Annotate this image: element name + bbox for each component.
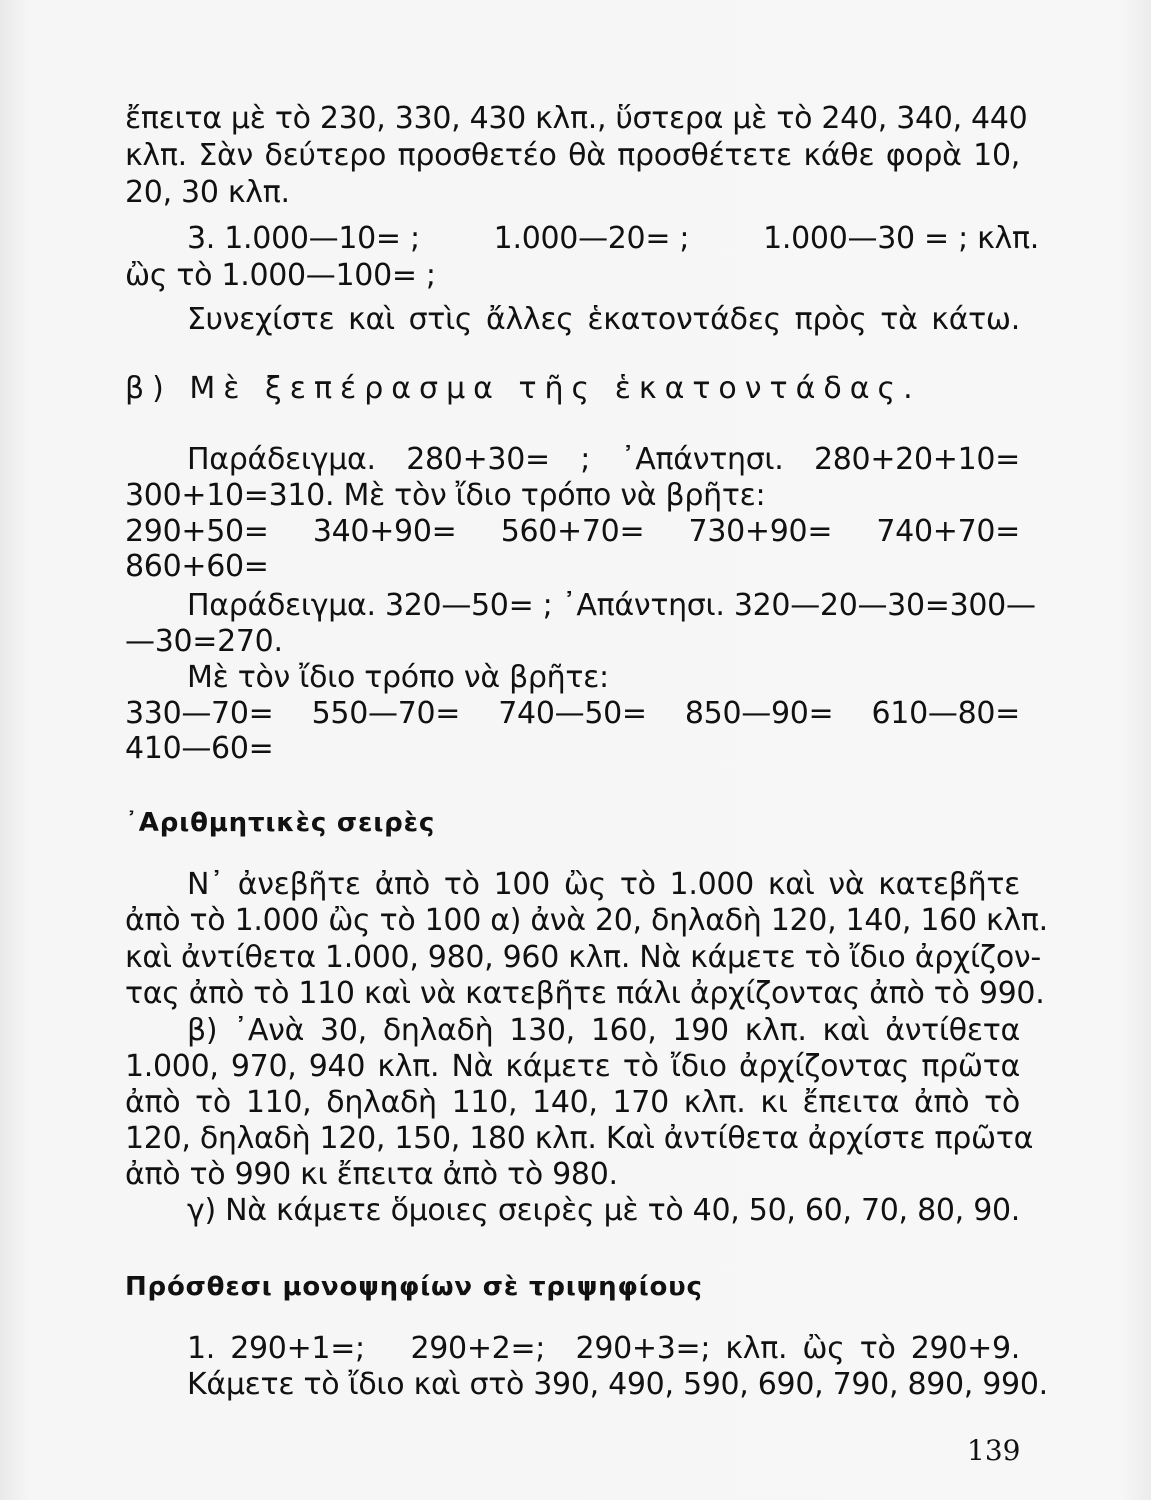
text-line: Κάμετε τὸ ἴδιο καὶ στὸ 390, 490, 590, 690, 790, 890, 990. — [187, 1367, 1048, 1402]
text-line: 290+50= 340+90= 560+70= 730+90= 740+70= — [125, 514, 1020, 549]
text-line: καὶ ἀντίθετα 1.000, 980, 960 κλπ. Νὰ κάμετε τὸ ἴδιο ἀρχίζον- — [125, 940, 1041, 975]
text-line: 330—70= 550—70= 740—50= 850—90= 610—80= — [125, 696, 1020, 731]
text-line: Παράδειγμα. 320—50= ; ᾿Απάντησι. 320—20—30=300— — [187, 588, 1036, 623]
page-number: 139 — [967, 1434, 1021, 1467]
text-line: ὢς τὸ 1.000—100= ; — [125, 258, 436, 293]
text-line: β) ᾿Ανὰ 30, δηλαδὴ 130, 160, 190 κλπ. καὶ ἀντίθετα — [187, 1013, 1020, 1048]
text-line: Μὲ τὸν ἴδιο τρόπο νὰ βρῆτε: — [187, 660, 609, 695]
section-heading: ᾿Αριθμητικὲς σειρὲς — [125, 808, 436, 838]
text-line: 1. 290+1=; 290+2=; 290+3=; κλπ. ὢς τὸ 290+9. — [187, 1331, 1020, 1366]
text-line: Ν᾿ ἀνεβῆτε ἀπὸ τὸ 100 ὢς τὸ 1.000 καὶ νὰ κατεβῆτε — [187, 867, 1020, 902]
text-line: ἔπειτα μὲ τὸ 230, 330, 430 κλπ., ὕστερα μὲ τὸ 240, 340, 440 — [125, 101, 1028, 136]
text-line: —30=270. — [125, 624, 283, 659]
text-line: κλπ. Σὰν δεύτερο προσθετέο θὰ προσθέτετε κάθε φορὰ 10, — [125, 138, 1020, 173]
text-line: 120, δηλαδὴ 120, 150, 180 κλπ. Καὶ ἀντίθετα ἀρχίστε πρῶτα — [125, 1121, 1034, 1156]
text-line: 20, 30 κλπ. — [125, 175, 290, 210]
text-line: γ) Νὰ κάμετε ὅμοιες σειρὲς μὲ τὸ 40, 50, 60, 70, 80, 90. — [187, 1193, 1020, 1228]
text-line: Παράδειγμα. 280+30= ; ᾿Απάντησι. 280+20+10= — [187, 442, 1020, 477]
text-line: τας ἀπὸ τὸ 110 καὶ νὰ κατεβῆτε πάλι ἀρχίζοντας ἀπὸ τὸ 990. — [125, 976, 1045, 1011]
text-line: ἀπὸ τὸ 990 κι ἔπειτα ἀπὸ τὸ 980. — [125, 1157, 618, 1192]
text-line: 3. 1.000—10= ; 1.000—20= ; 1.000—30 = ; κλπ. — [187, 221, 1039, 256]
text-line: ἀπὸ τὸ 1.000 ὢς τὸ 100 α) ἀνὰ 20, δηλαδὴ 120, 140, 160 κλπ. — [125, 903, 1048, 938]
text-line: 410—60= — [125, 731, 274, 766]
text-line: ἀπὸ τὸ 110, δηλαδὴ 110, 140, 170 κλπ. κι ἔπειτα ἀπὸ τὸ — [125, 1085, 1020, 1120]
subsection-title: β) Μὲ ξεπέρασμα τῆς ἑκατοντάδας. — [125, 371, 921, 406]
text-line: 300+10=310. Μὲ τὸν ἴδιο τρόπο νὰ βρῆτε: — [125, 478, 766, 513]
text-line: 1.000, 970, 940 κλπ. Νὰ κάμετε τὸ ἴδιο ἀρχίζοντας πρῶτα — [125, 1049, 1020, 1084]
text-line: 860+60= — [125, 549, 269, 584]
text-line: Συνεχίστε καὶ στὶς ἄλλες ἑκατοντάδες πρὸς τὰ κάτω. — [187, 302, 1020, 337]
section-heading: Πρόσθεσι μονοψηφίων σὲ τριψηφίους — [125, 1272, 703, 1302]
